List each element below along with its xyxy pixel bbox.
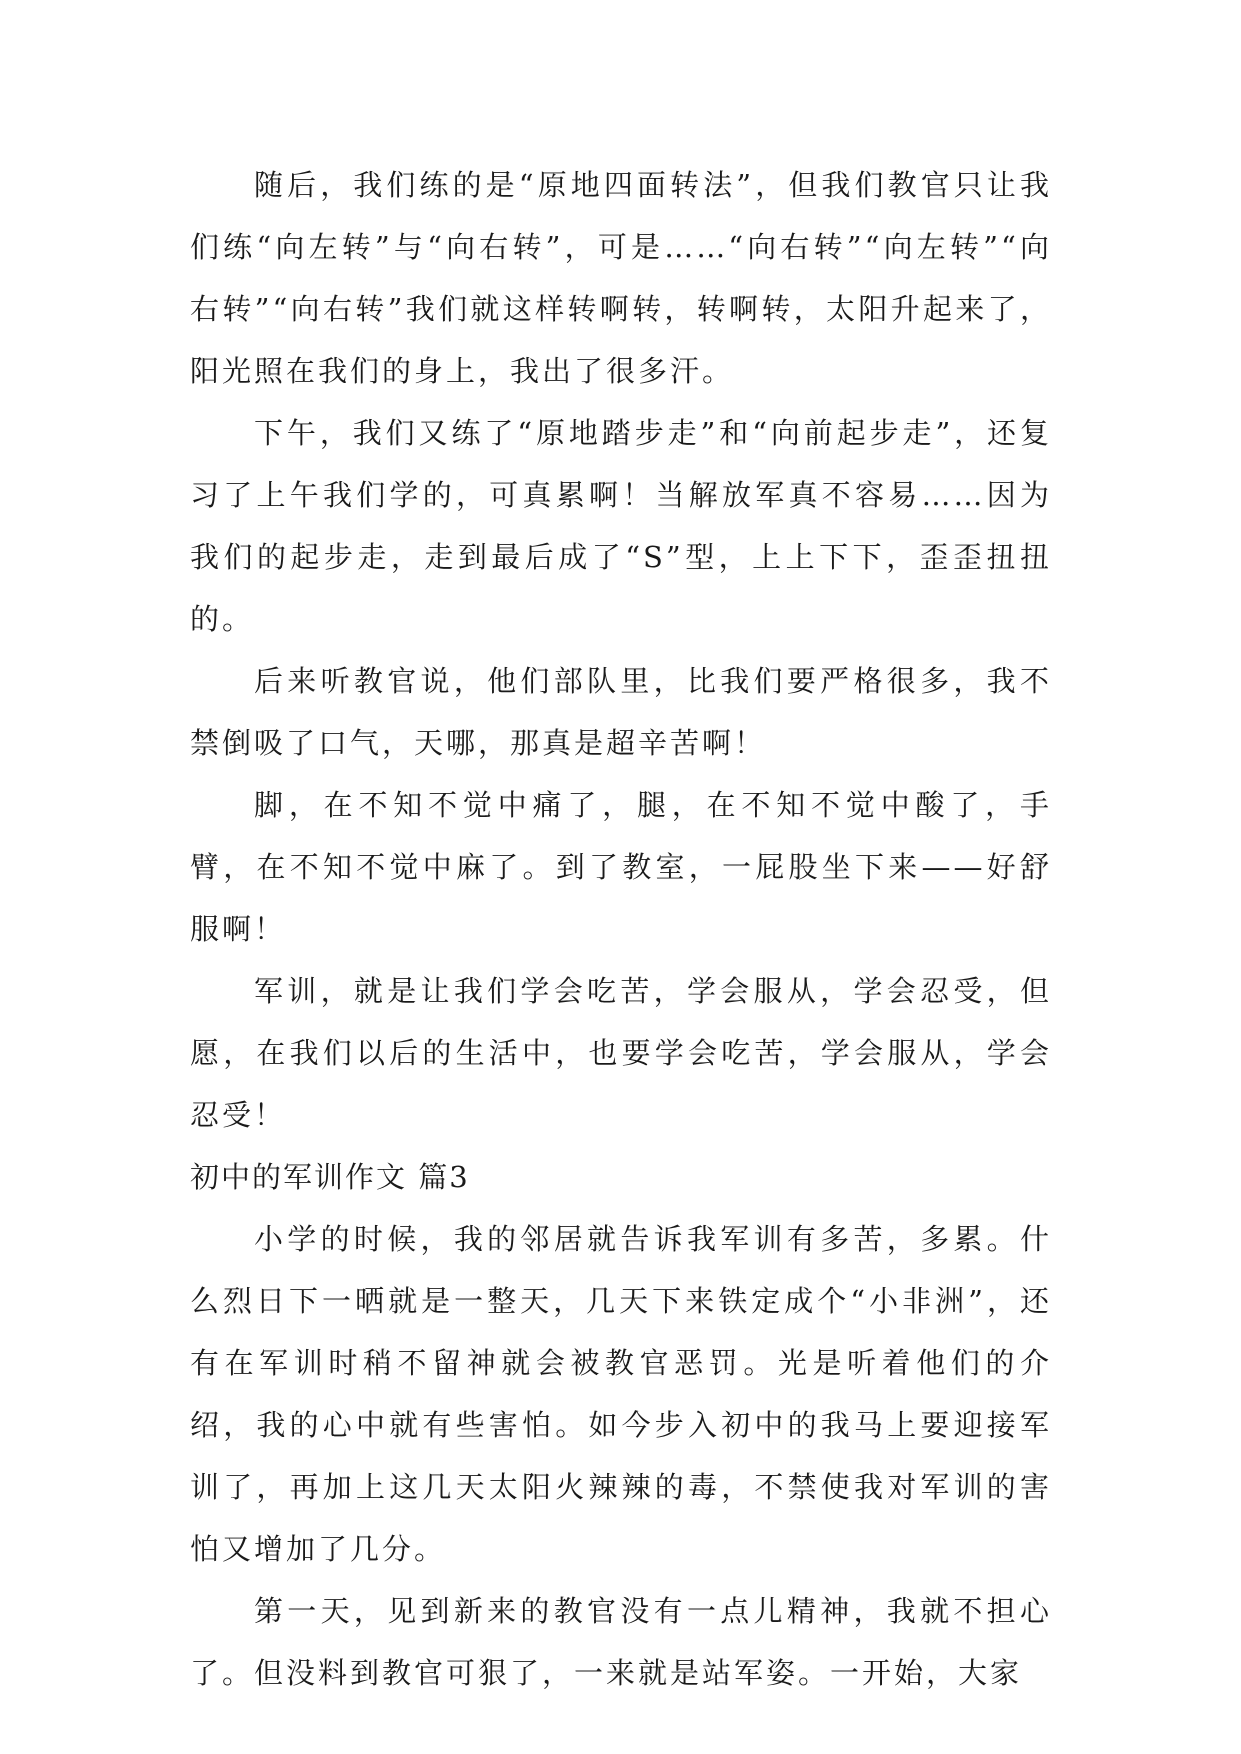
paragraph: 脚，在不知不觉中痛了，腿，在不知不觉中酸了，手臂，在不知不觉中麻了。到了教室，一屁股坐下来——好舒服啊！ — [190, 788, 1052, 946]
paragraph: 后来听教官说，他们部队里，比我们要严格很多，我不禁倒吸了口气，天哪，那真是超辛苦啊！ — [190, 664, 1052, 760]
section-heading: 初中的军训作文 篇3 — [190, 1160, 470, 1194]
paragraph: 小学的时候，我的邻居就告诉我军训有多苦，多累。什么烈日下一晒就是一整天，几天下来铁定成个“小非洲”，还有在军训时稍不留神就会被教官恶罚。光是听着他们的介绍，我的心中就有些害怕。如今步入初中的我马上要迎接军训了，再加上这几天太阳火辣辣的毒，不禁使我对军训的害怕又增加了几分。 — [190, 1222, 1052, 1566]
paragraph: 第一天，见到新来的教官没有一点儿精神，我就不担心了。但没料到教官可狠了，一来就是站军姿。一开始，大家 — [190, 1594, 1052, 1690]
paragraph: 随后，我们练的是“原地四面转法”，但我们教官只让我们练“向左转”与“向右转”，可是……“向右转”“向左转”“向右转”“向右转”我们就这样转啊转，转啊转，太阳升起来了，阳光照在我们的身上，我出了很多汗。 — [190, 168, 1052, 388]
document-body — [190, 154, 1052, 1704]
paragraph: 军训，就是让我们学会吃苦，学会服从，学会忍受，但愿，在我们以后的生活中，也要学会吃苦，学会服从，学会忍受！ — [190, 974, 1052, 1132]
paragraph: 下午，我们又练了“原地踏步走”和“向前起步走”，还复习了上午我们学的，可真累啊！当解放军真不容易……因为我们的起步走，走到最后成了“S”型，上上下下，歪歪扭扭的。 — [190, 416, 1052, 636]
